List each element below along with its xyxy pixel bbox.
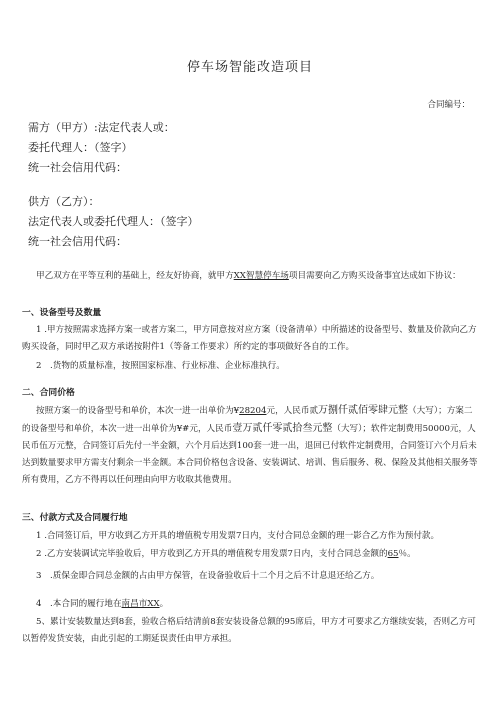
section-2-price-paragraph: 按照方案一的设备型号和单价，本次一进一出单价为¥28204元，人民币贰万捌仟贰佰零肆元整（大写）；方案二的设备型号和单价，本次一进一出单价为¥#元，人民币壹万贰仟零贰拾叁元整（大写）；软件定制费用50000元，人民币伍万元整，合同签订后先付一半金额，六个月后达到100套一进一出，退回已付软件定制费用，合同签订六个月后未达到数量要求甲方需支付剩余一半金额。本合同价格包含设备、安装调试、培训、售后服务、税、保险及其他相关服务等所有费用，乙方不得再以任何理由向甲方收取其他费用。 [22, 405, 478, 485]
payment-percent: 65 [387, 549, 399, 559]
project-name: XX智慧停车场 [233, 271, 289, 281]
buyer-credit-code-line: 统一社会信用代码： [28, 161, 127, 174]
seller-agent-line: 法定代表人或委托代理人：（签字） [28, 215, 199, 228]
section-3-clause-4: 4 .本合同的履行地在南昌市XX。 [36, 599, 169, 609]
section-3-clause-1: 1 .合同签订后，甲方收到乙方开具的增值税专用发票7日内，支付合同总金额的理一影合乙方作为预付款。 [36, 531, 440, 541]
section-2-heading: 二、合同价格 [22, 388, 75, 398]
document-title: 停车场智能改造项目 [186, 60, 313, 75]
price-amount-2: # [182, 424, 190, 434]
section-1-heading: 一、设备型号及数量 [22, 308, 102, 318]
section-3-clause-3: 3 .质保金即合同总金额的占由甲方保管，在设备验收后十二个月之后不计息退还给乙方。 [36, 571, 380, 581]
buyer-representative-line: 需方（甲方）:法定代表人或： [28, 121, 175, 134]
seller-credit-code-line: 统一社会信用代码： [28, 235, 127, 248]
performance-location: 南昌市XX [121, 599, 160, 609]
section-3-heading: 三、付款方式及合同履行地 [22, 513, 128, 523]
section-1-clause-1: 1 .甲方按照需求选择方案一或者方案二，甲方同意按对应方案（设备清单）中所描述的设备型号、数量及价款向乙方购买设备，同时甲乙双方承诺按附件1（等备工作要求）所约定的事项做好各自的工作。 [22, 325, 477, 352]
section-3-clause-5: 5、累计安装数量达到8套，验收合格后结清前8套安装设备总额的95席后，甲方才可要求乙方继续安装，否则乙方可以暂停发货安装，由此引起的工期延误责任由甲方承担。 [22, 617, 476, 644]
section-3-clause-2: 2 .乙方安装调试完毕验收后，甲方收到乙方开具的增值税专用发票7日内，支付合同总金额的65％。 [36, 549, 416, 559]
buyer-agent-line: 委托代理人：（签字） [28, 141, 133, 154]
intro-paragraph: 甲乙双方在平等互利的基础上，经友好协商，就甲方XX智慧停车场项目需要向乙方购买设备事宜达成如下协议： [36, 271, 461, 281]
section-1-clause-2: 2 .货物的质量标准，按照国家标准、行业标准、企业标准执行。 [36, 361, 285, 371]
price-words-2: 壹万贰仟零贰拾叁元整 [232, 423, 333, 434]
price-amount-1: 28204 [239, 406, 267, 416]
price-words-1: 万捌仟贰佰零肆元整 [318, 405, 409, 416]
contract-number-label: 合同编号： [427, 100, 470, 110]
seller-line: 供方（乙方）： [28, 195, 100, 208]
